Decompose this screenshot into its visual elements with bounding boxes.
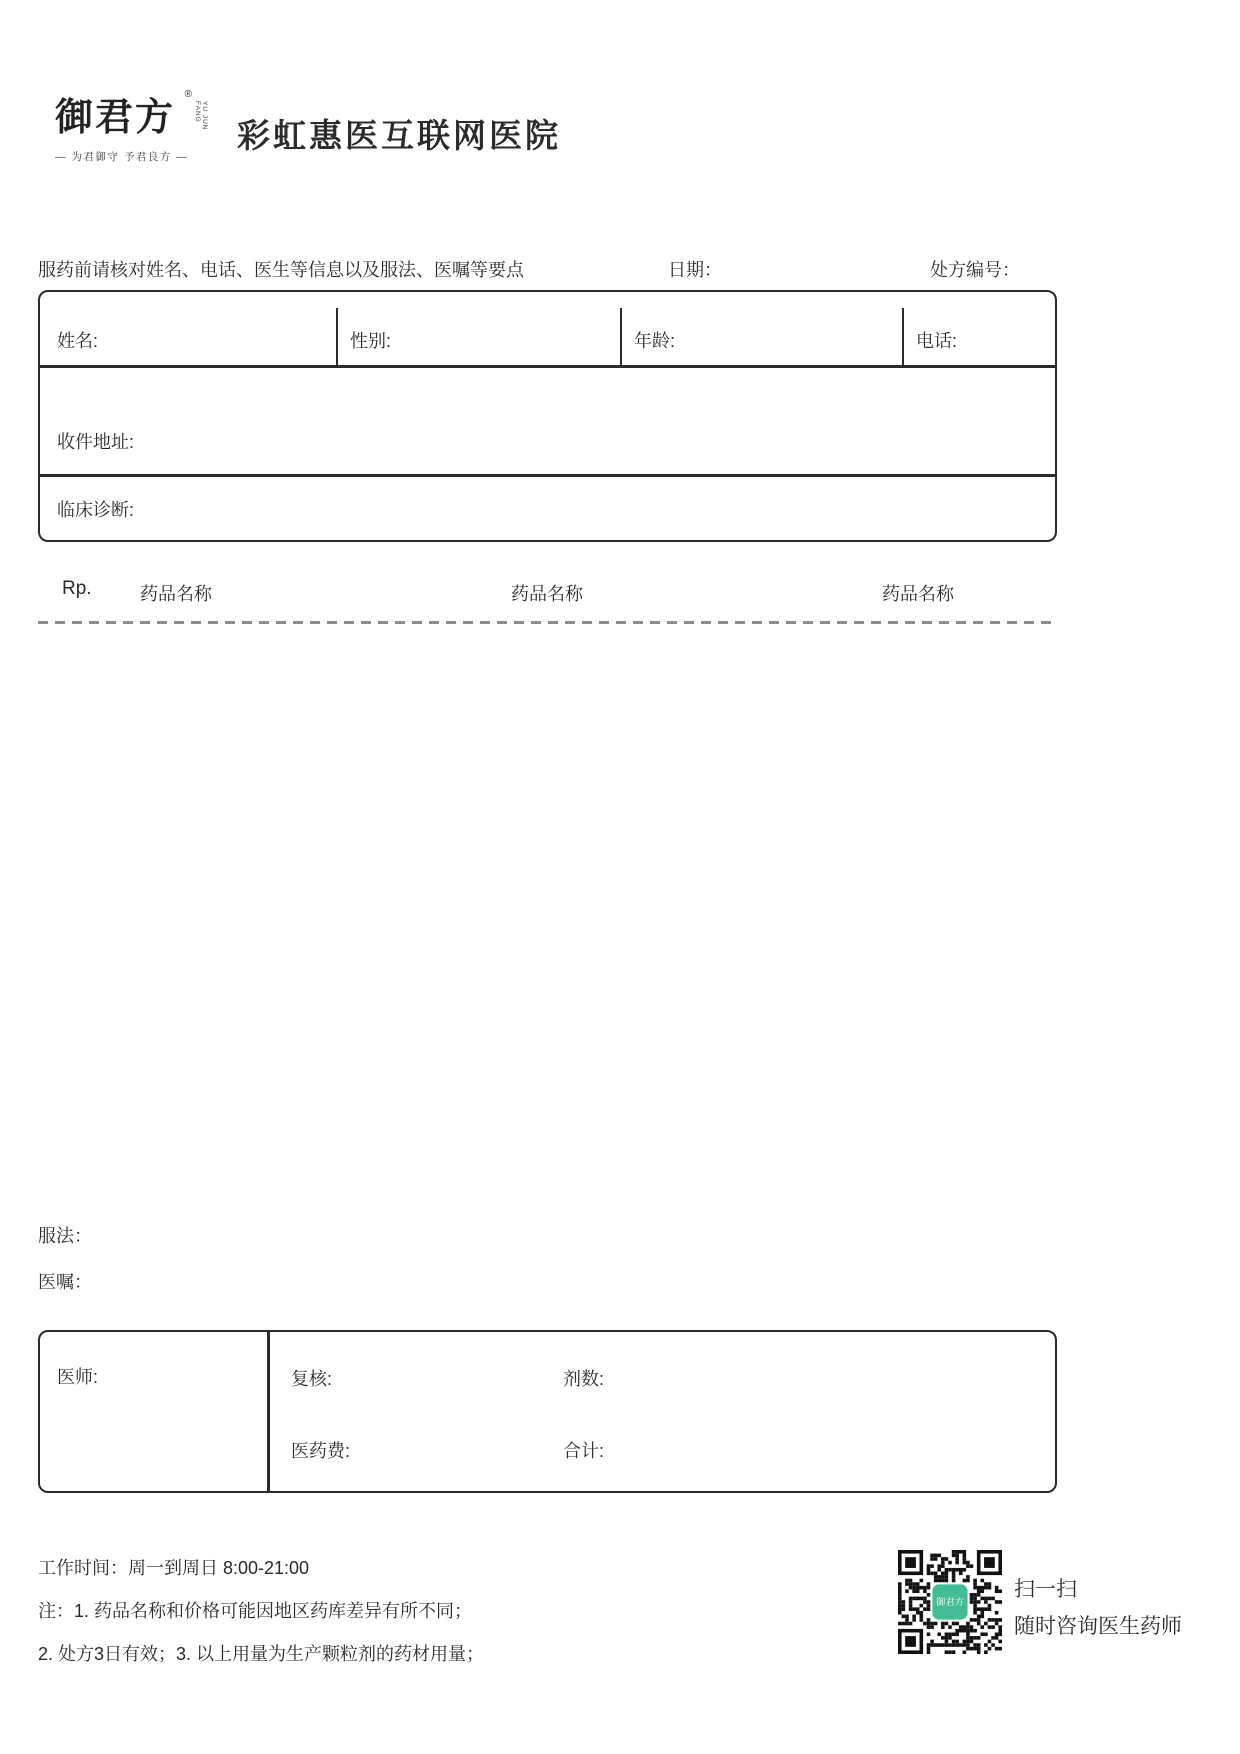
brand-tagline: — 为君御守 予君良方 —: [55, 151, 189, 163]
usage-method-label: 服法：: [38, 1226, 92, 1246]
reviewer-label: 复核:: [291, 1369, 333, 1389]
row-divider: [40, 365, 1055, 368]
doctor-label: 医师:: [57, 1367, 99, 1387]
note-line-1: 注：1. 药品名称和价格可能因地区药库差异有所不同；: [38, 1601, 473, 1621]
dose-count-label: 剂数:: [563, 1369, 605, 1389]
qr-code: [898, 1550, 1002, 1654]
row-divider: [40, 474, 1055, 477]
clinical-diagnosis-label: 临床诊断:: [57, 500, 135, 520]
column-divider: [267, 1332, 270, 1491]
total-label: 合计:: [563, 1441, 605, 1461]
drug-name-column-header: 药品名称: [140, 584, 212, 604]
doctor-advice-label: 医嘱：: [38, 1272, 92, 1292]
patient-age-label: 年龄:: [634, 331, 676, 351]
prescription-number-label: 处方编号：: [930, 260, 1020, 280]
patient-name-label: 姓名:: [57, 331, 99, 351]
patient-phone-label: 电话:: [916, 331, 958, 351]
medicine-fee-label: 医药费:: [291, 1441, 351, 1461]
brand-logo-text: 御君方: [55, 94, 176, 139]
patient-gender-label: 性别:: [350, 331, 392, 351]
rp-label: Rp.: [62, 578, 92, 599]
qr-center-label: 御君方: [936, 1596, 964, 1607]
signature-fee-box: [38, 1330, 1057, 1493]
work-time-text: 工作时间：周一到周日 8:00-21:00: [38, 1558, 310, 1578]
verification-notice: 服药前请核对姓名、电话、医生等信息以及服法、医嘱等要点: [38, 260, 524, 280]
column-divider: [336, 308, 338, 365]
column-divider: [902, 308, 904, 365]
drug-name-column-header: 药品名称: [882, 584, 954, 604]
brand-logo-vertical-text: YU JUN FANG: [194, 101, 208, 131]
patient-info-box: [38, 290, 1057, 542]
consult-hint-text: 随时咨询医生药师: [1014, 1615, 1182, 1638]
rp-dashed-divider: [38, 621, 1057, 624]
column-divider: [620, 308, 622, 365]
registered-trademark-icon: ®: [184, 89, 192, 100]
drug-name-column-header: 药品名称: [511, 584, 583, 604]
hospital-title: 彩虹惠医互联网医院: [237, 117, 561, 154]
brand-logo-row: [55, 89, 210, 143]
qr-center-logo: [932, 1584, 967, 1619]
note-line-2: 2. 处方3日有效；3. 以上用量为生产颗粒剂的药材用量；: [38, 1644, 485, 1664]
delivery-address-label: 收件地址:: [57, 432, 135, 452]
brand-logo: [55, 89, 210, 164]
scan-hint-text: 扫一扫: [1014, 1578, 1077, 1601]
date-label: 日期：: [668, 260, 722, 280]
